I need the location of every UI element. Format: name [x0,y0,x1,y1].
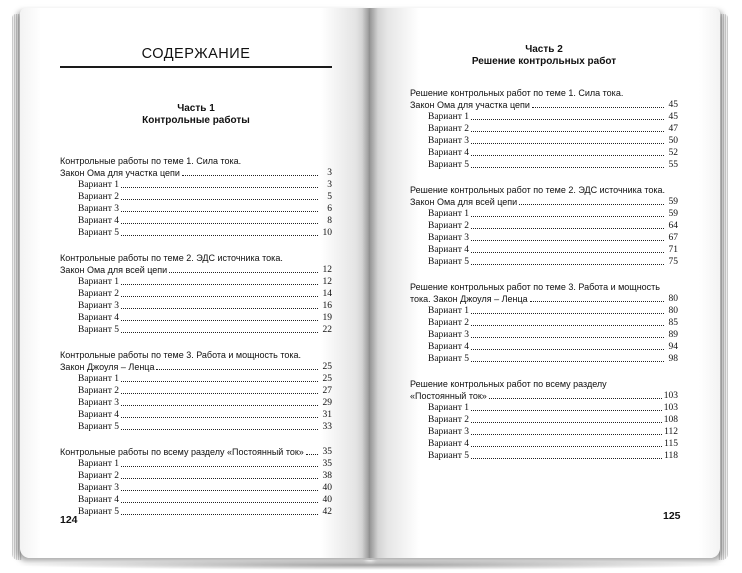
page-number-left: 124 [60,514,78,526]
toc-variant[interactable] [410,353,678,365]
variant-page: 31 [322,410,332,420]
dot-leader [121,489,318,491]
toc-variant[interactable] [410,147,678,159]
entry-label: Закон Ома для участка цепи [60,168,180,178]
variant-page: 40 [322,495,332,505]
variant-page: 115 [664,439,678,449]
variant-page: 71 [668,245,678,255]
toc-variant[interactable] [410,414,678,426]
entry-page: 3 [327,168,332,178]
variant-page: 47 [668,124,678,134]
dot-leader [471,445,662,447]
toc-title: СОДЕРЖАНИЕ [141,46,251,62]
variant-page: 25 [322,374,332,384]
dot-leader [519,203,664,205]
dot-leader [471,421,662,423]
dot-leader [121,222,318,224]
toc-variant[interactable] [60,506,332,518]
variant-page: 14 [322,289,332,299]
variant-page: 3 [327,180,332,190]
dot-leader [471,239,664,241]
variant-label: Вариант 2 [428,318,469,328]
variant-page: 52 [668,148,678,158]
dot-leader [471,409,662,411]
variant-page: 16 [322,301,332,311]
toc-variant[interactable] [410,402,678,414]
toc-variant[interactable] [60,312,332,324]
section-title-line: Решение контрольных работ по всему разделу [410,379,607,389]
entry-page: 45 [668,100,678,110]
part-2-title: Решение контрольных работ [471,56,617,67]
variant-label: Вариант 3 [428,233,469,243]
toc-section [410,281,678,365]
variant-label: Вариант 2 [78,471,119,481]
variant-label: Вариант 1 [78,374,119,384]
variant-page: 40 [322,483,332,493]
dot-leader [306,453,318,455]
variant-label: Вариант 2 [428,415,469,425]
variant-label: Вариант 3 [428,136,469,146]
dot-leader [121,404,318,406]
toc-variant[interactable] [60,409,332,421]
variant-page: 108 [663,415,678,425]
variant-page: 42 [322,507,332,517]
dot-leader [121,380,318,382]
variant-label: Вариант 5 [78,507,119,517]
variant-page: 5 [327,192,332,202]
variant-label: Вариант 4 [428,245,469,255]
toc-entry[interactable] [410,390,678,402]
variant-label: Вариант 3 [78,398,119,408]
variant-page: 10 [322,228,332,238]
variant-page: 22 [322,325,332,335]
variant-page: 12 [322,277,332,287]
toc-variant[interactable] [410,208,678,220]
toc-variant[interactable] [60,215,332,227]
toc-variant[interactable] [410,123,678,135]
variant-label: Вариант 4 [428,439,469,449]
variant-label: Вариант 5 [78,422,119,432]
dot-leader [169,271,318,273]
dot-leader [121,501,318,503]
dot-leader [471,312,664,314]
dot-leader [530,300,664,302]
toc-variant[interactable] [60,397,332,409]
toc-variant[interactable] [410,256,678,268]
toc-entry[interactable] [60,264,332,276]
variant-page: 59 [668,209,678,219]
variant-label: Вариант 2 [78,289,119,299]
entry-label: Закон Ома для участка цепи [410,100,530,110]
dot-leader [182,174,318,176]
toc-variant[interactable] [410,305,678,317]
toc-section [60,252,332,336]
dot-leader [471,142,664,144]
entry-page: 25 [322,362,332,372]
variant-label: Вариант 4 [428,148,469,158]
variant-label: Вариант 4 [78,313,119,323]
variant-page: 50 [668,136,678,146]
dot-leader [471,336,664,338]
section-title-line: Решение контрольных работ по теме 3. Работа и мощность [410,282,660,292]
toc-variant[interactable] [60,458,332,470]
toc-variant[interactable] [410,438,678,450]
toc-section [60,446,332,518]
variant-label: Вариант 5 [428,451,469,461]
entry-page: 12 [322,265,332,275]
entry-label: Закон Ома для всей цепи [60,265,168,275]
variant-page: 85 [668,318,678,328]
toc-section [410,378,678,462]
variant-label: Вариант 5 [78,228,119,238]
toc-variant[interactable] [60,276,332,288]
toc-variant[interactable] [410,159,678,171]
toc-variant[interactable] [60,227,332,239]
dot-leader [121,513,318,515]
dot-leader [121,477,318,479]
toc-entry[interactable] [60,446,332,458]
variant-label: Вариант 5 [428,354,469,364]
toc-entry[interactable] [410,196,678,208]
toc-variant[interactable] [410,244,678,256]
toc-variant[interactable] [60,203,332,215]
dot-leader [471,433,662,435]
variant-label: Вариант 1 [78,459,119,469]
dot-leader [471,251,664,253]
toc-variant[interactable] [410,450,678,462]
dot-leader [121,186,318,188]
entry-page: 59 [668,197,678,207]
toc-variant[interactable] [410,426,678,438]
dot-leader [121,295,318,297]
entry-page: 80 [668,294,678,304]
toc-entry[interactable] [410,99,678,111]
entry-label: Контрольные работы по всему разделу «Постоянный ток» [60,447,304,457]
toc-variant[interactable] [410,317,678,329]
dot-leader [489,397,662,399]
variant-label: Вариант 1 [428,209,469,219]
dot-leader [471,166,664,168]
part-1-title: Контрольные работы [142,115,250,126]
variant-label: Вариант 1 [428,306,469,316]
dot-leader [121,331,318,333]
toc-section [410,87,678,171]
variant-page: 33 [322,422,332,432]
toc-variant[interactable] [60,373,332,385]
part-2-label: Часть 2 [525,44,563,55]
toc-variant[interactable] [60,421,332,433]
right-page [370,8,720,558]
variant-label: Вариант 3 [78,483,119,493]
variant-page: 6 [327,204,332,214]
part-1-label: Часть 1 [177,103,215,114]
toc-entry[interactable] [60,167,332,179]
dot-leader [471,227,664,229]
variant-label: Вариант 4 [78,410,119,420]
variant-label: Вариант 1 [78,277,119,287]
dot-leader [471,348,664,350]
toc-variant[interactable] [60,470,332,482]
variant-page: 45 [668,112,678,122]
dot-leader [471,215,664,217]
variant-label: Вариант 4 [428,342,469,352]
variant-label: Вариант 1 [428,403,469,413]
variant-page: 118 [664,451,678,461]
dot-leader [121,283,318,285]
dot-leader [121,416,318,418]
book-spine-shadow [362,8,378,560]
section-title-line: Контрольные работы по теме 2. ЭДС источника тока. [60,253,283,263]
entry-label: «Постоянный ток» [410,391,487,401]
section-title-line: Контрольные работы по теме 1. Сила тока. [60,156,242,166]
variant-page: 67 [668,233,678,243]
variant-label: Вариант 2 [78,192,119,202]
variant-page: 80 [668,306,678,316]
dot-leader [471,324,664,326]
toc-variant[interactable] [60,179,332,191]
toc-entry[interactable] [410,293,678,305]
dot-leader [471,118,664,120]
left-page-content [60,48,332,518]
dot-leader [121,234,318,236]
variant-label: Вариант 3 [78,204,119,214]
toc-variant[interactable] [60,482,332,494]
variant-page: 64 [668,221,678,231]
dot-leader [121,319,318,321]
variant-label: Вариант 4 [78,216,119,226]
toc-variant[interactable] [410,220,678,232]
variant-label: Вариант 2 [428,221,469,231]
dot-leader [121,428,318,430]
variant-label: Вариант 2 [428,124,469,134]
entry-page: 35 [322,447,332,457]
dot-leader [156,368,318,370]
toc-variant[interactable] [410,232,678,244]
toc-entry[interactable] [60,361,332,373]
variant-page: 55 [668,160,678,170]
variant-label: Вариант 5 [428,160,469,170]
variant-page: 8 [327,216,332,226]
dot-leader [471,263,664,265]
toc-variant[interactable] [60,300,332,312]
toc-variant[interactable] [410,341,678,353]
toc-variant[interactable] [60,324,332,336]
dot-leader [121,465,318,467]
toc-section [60,155,332,239]
left-page [20,8,370,558]
dot-leader [532,106,664,108]
dot-leader [471,360,664,362]
variant-label: Вариант 1 [428,112,469,122]
section-title-line: Решение контрольных работ по теме 1. Сила тока. [410,88,624,98]
variant-page: 98 [668,354,678,364]
variant-page: 103 [663,403,678,413]
toc-variant[interactable] [60,288,332,300]
section-title-line: Решение контрольных работ по теме 2. ЭДС источника тока. [410,185,665,195]
dot-leader [121,210,318,212]
dot-leader [121,392,318,394]
toc-section [410,184,678,268]
toc-section [60,349,332,433]
section-title-line: Контрольные работы по теме 3. Работа и мощность тока. [60,350,301,360]
dot-leader [121,198,318,200]
variant-page: 27 [322,386,332,396]
dot-leader [471,154,664,156]
dot-leader [471,457,662,459]
variant-page: 38 [322,471,332,481]
dot-leader [471,130,664,132]
variant-label: Вариант 5 [78,325,119,335]
entry-label: Закон Джоуля – Ленца [60,362,155,372]
variant-label: Вариант 2 [78,386,119,396]
variant-label: Вариант 1 [78,180,119,190]
toc-variant[interactable] [410,111,678,123]
variant-page: 19 [322,313,332,323]
variant-page: 112 [664,427,678,437]
right-page-content [410,44,678,462]
variant-label: Вариант 3 [428,427,469,437]
variant-label: Вариант 5 [428,257,469,267]
toc-variant[interactable] [410,329,678,341]
entry-page: 103 [663,391,678,401]
dot-leader [121,307,318,309]
variant-label: Вариант 3 [428,330,469,340]
toc-variant[interactable] [60,494,332,506]
variant-page: 94 [668,342,678,352]
variant-page: 89 [668,330,678,340]
book-shadow [10,560,732,570]
entry-label: Закон Ома для всей цепи [410,197,518,207]
entry-label: тока. Закон Джоуля – Ленца [410,294,528,304]
toc-variant[interactable] [60,385,332,397]
toc-variant[interactable] [60,191,332,203]
toc-variant[interactable] [410,135,678,147]
variant-label: Вариант 4 [78,495,119,505]
variant-page: 29 [322,398,332,408]
variant-label: Вариант 3 [78,301,119,311]
variant-page: 35 [322,459,332,469]
page-number-right: 125 [663,510,681,522]
variant-page: 75 [668,257,678,267]
